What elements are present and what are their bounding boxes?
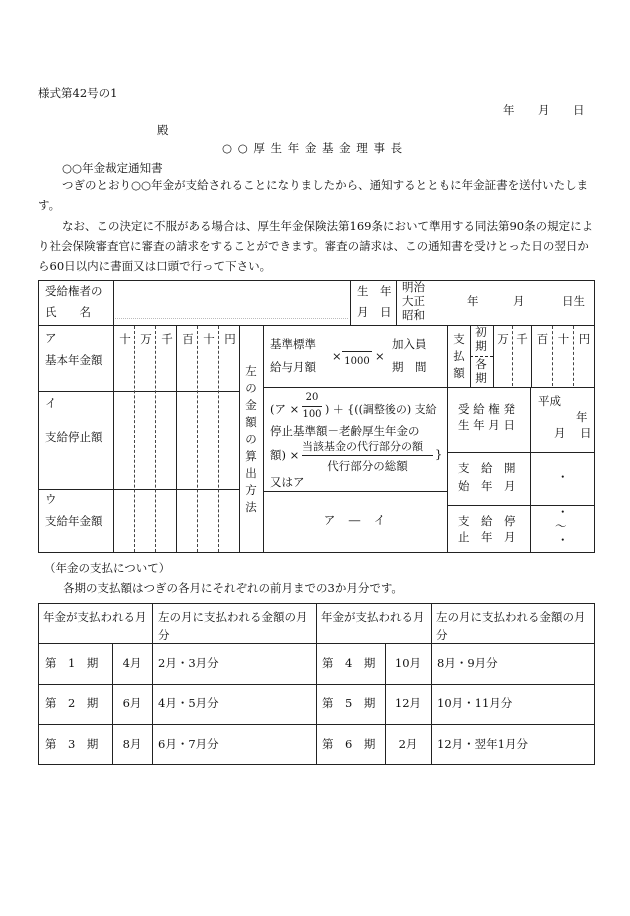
formula-i-part-2: ) ＋ {((調整後の) 支給 bbox=[325, 403, 437, 416]
header-amount-2: 左の月に支払われる金額の月分 bbox=[436, 610, 586, 642]
recipient-label-2: 氏 名 bbox=[45, 305, 91, 319]
row-u-marker: ウ bbox=[45, 492, 57, 506]
row-i-label: 支給停止額 bbox=[45, 430, 103, 444]
stop-label: 支 給 停 bbox=[458, 514, 516, 528]
initial-label: 初期 bbox=[475, 325, 487, 353]
header-paid-month: 年金が支払われる月 bbox=[43, 610, 147, 624]
notice-body-2: なお、この決定に不服がある場合は、厚生年金保険法第169条において準用する同法第90条の規定により社会保険審査官に審査の請求をすることができます。審査の請求は、この通知書を受けとった日の翌日から60日以内に書面又は口頭で行って下さい。 bbox=[38, 219, 594, 273]
stop-value-from: ・ bbox=[557, 505, 569, 519]
header-paid-month-2: 年金が支払われる月 bbox=[321, 610, 425, 624]
row-u-label: 支給年金額 bbox=[45, 514, 103, 528]
formula-a-times: × bbox=[332, 349, 342, 363]
covers-6: 12月・翌年1月分 bbox=[437, 737, 528, 751]
formula-a-right-2: 期 間 bbox=[392, 360, 427, 374]
formula-i-frac-den: 100 bbox=[302, 409, 322, 420]
grant-era: 平成 bbox=[538, 394, 561, 408]
formula-i-line-2: 停止基準額－老齢厚生年金の bbox=[270, 424, 420, 438]
calc-method-label: 左の金額の算出方法 bbox=[245, 364, 257, 514]
birth-day-unit: 日生 bbox=[562, 294, 585, 308]
era-showa: 昭和 bbox=[402, 308, 425, 322]
date-day: 日 bbox=[573, 103, 585, 117]
formula-i-sub-num: 当該基金の代行部分の額 bbox=[302, 440, 423, 453]
birth-year-unit: 年 bbox=[467, 294, 479, 308]
notice-title: ○○年金裁定通知書 bbox=[62, 161, 163, 175]
formula-a-times-2: × bbox=[375, 349, 385, 363]
start-label-2: 始 年 月 bbox=[458, 479, 516, 493]
grant-day-unit: 日 bbox=[580, 426, 592, 440]
month-5: 12月 bbox=[394, 696, 422, 710]
formula-a-frac-num: ─── bbox=[348, 341, 366, 351]
addressee-suffix: 殿 bbox=[157, 123, 169, 137]
covers-5: 10月・11月分 bbox=[437, 696, 513, 710]
row-a-marker: ア bbox=[45, 331, 57, 345]
schedule-description: 各期の支払額はつぎの各月にそれぞれの前月までの3か月分です。 bbox=[63, 581, 403, 595]
month-3: 8月 bbox=[122, 737, 142, 751]
start-value: ・ bbox=[557, 470, 569, 484]
formula-a-left-1: 基準標準 bbox=[270, 337, 316, 351]
pay-unit-yen: 円 bbox=[578, 332, 591, 346]
covers-4: 8月・9月分 bbox=[437, 656, 498, 670]
issuer: ○ ○ 厚 生 年 金 基 金 理 事 長 bbox=[222, 141, 404, 155]
grant-date-label-2: 生 年 月 日 bbox=[458, 418, 515, 432]
each-label: 各期 bbox=[475, 357, 487, 385]
recipient-label: 受給権者の bbox=[45, 284, 103, 298]
start-label: 支 給 開 bbox=[458, 461, 516, 475]
recipient-name-field[interactable] bbox=[115, 288, 348, 319]
period-1: 第 1 期 bbox=[45, 656, 99, 670]
unit-10man: 十 bbox=[119, 332, 131, 346]
pay-unit-man: 万 bbox=[497, 332, 509, 346]
unit-hyaku: 百 bbox=[182, 332, 194, 346]
unit-sen: 千 bbox=[161, 332, 173, 346]
month-4: 10月 bbox=[394, 656, 422, 670]
birth-label: 生 年 bbox=[357, 284, 392, 298]
row-a-label: 基本年金額 bbox=[45, 353, 103, 367]
era-meiji: 明治 bbox=[402, 280, 425, 294]
pay-unit-sen: 千 bbox=[516, 332, 528, 346]
era-taisho: 大正 bbox=[402, 294, 425, 308]
covers-3: 6月・7月分 bbox=[158, 737, 219, 751]
unit-yen: 円 bbox=[224, 332, 236, 346]
period-3: 第 3 期 bbox=[45, 737, 99, 751]
covers-1: 2月・3月分 bbox=[158, 656, 219, 670]
pay-unit-juu: 十 bbox=[557, 332, 570, 346]
birth-month-unit: 月 bbox=[513, 294, 525, 308]
month-1: 4月 bbox=[122, 656, 142, 670]
period-4: 第 4 期 bbox=[322, 656, 376, 670]
stop-label-2: 止 年 月 bbox=[458, 530, 516, 544]
period-5: 第 5 期 bbox=[322, 696, 376, 710]
formula-a-right-1: 加入員 bbox=[392, 337, 427, 351]
formula-i-part-1: (ア × bbox=[270, 402, 300, 416]
schedule-title: （年金の支払について） bbox=[44, 561, 171, 575]
formula-a-frac-den: 1000 bbox=[344, 356, 370, 367]
pay-unit-hyaku: 百 bbox=[536, 332, 549, 346]
date-month: 月 bbox=[538, 103, 550, 117]
stop-value-tilde: 〜 bbox=[555, 519, 567, 533]
payment-label: 支払額 bbox=[453, 332, 465, 380]
period-6: 第 6 期 bbox=[322, 737, 376, 751]
covers-2: 4月・5月分 bbox=[158, 696, 219, 710]
grant-month-unit: 月 bbox=[554, 426, 566, 440]
formula-i-brace: } bbox=[435, 447, 443, 461]
grant-date-label: 受 給 権 発 bbox=[458, 402, 515, 416]
formula-i-line-4: 又はア bbox=[270, 475, 305, 489]
row-i-marker: イ bbox=[45, 396, 57, 410]
formula-i-frac-num: 20 bbox=[305, 392, 319, 403]
unit-juu: 十 bbox=[203, 332, 215, 346]
formula-a-left-2: 給与月額 bbox=[270, 360, 316, 374]
month-6: 2月 bbox=[398, 737, 418, 751]
header-amount: 左の月に支払われる金額の月分 bbox=[158, 610, 308, 642]
form-number: 様式第42号の1 bbox=[38, 86, 118, 100]
unit-man: 万 bbox=[140, 332, 152, 346]
formula-i-sub-den: 代行部分の総額 bbox=[327, 459, 408, 473]
period-2: 第 2 期 bbox=[45, 696, 99, 710]
formula-u: ア ― イ bbox=[323, 513, 387, 527]
notice-body-1: つぎのとおり○○年金が支給されることになりましたから、通知するとともに年金証書を送付いたします。 bbox=[38, 178, 589, 212]
formula-i-line-3: 額) × bbox=[270, 448, 300, 462]
month-2: 6月 bbox=[122, 696, 142, 710]
grant-year-unit: 年 bbox=[576, 410, 588, 424]
birth-label-2: 月 日 bbox=[357, 305, 392, 319]
stop-value-to: ・ bbox=[557, 533, 569, 547]
date-year: 年 bbox=[503, 103, 515, 117]
